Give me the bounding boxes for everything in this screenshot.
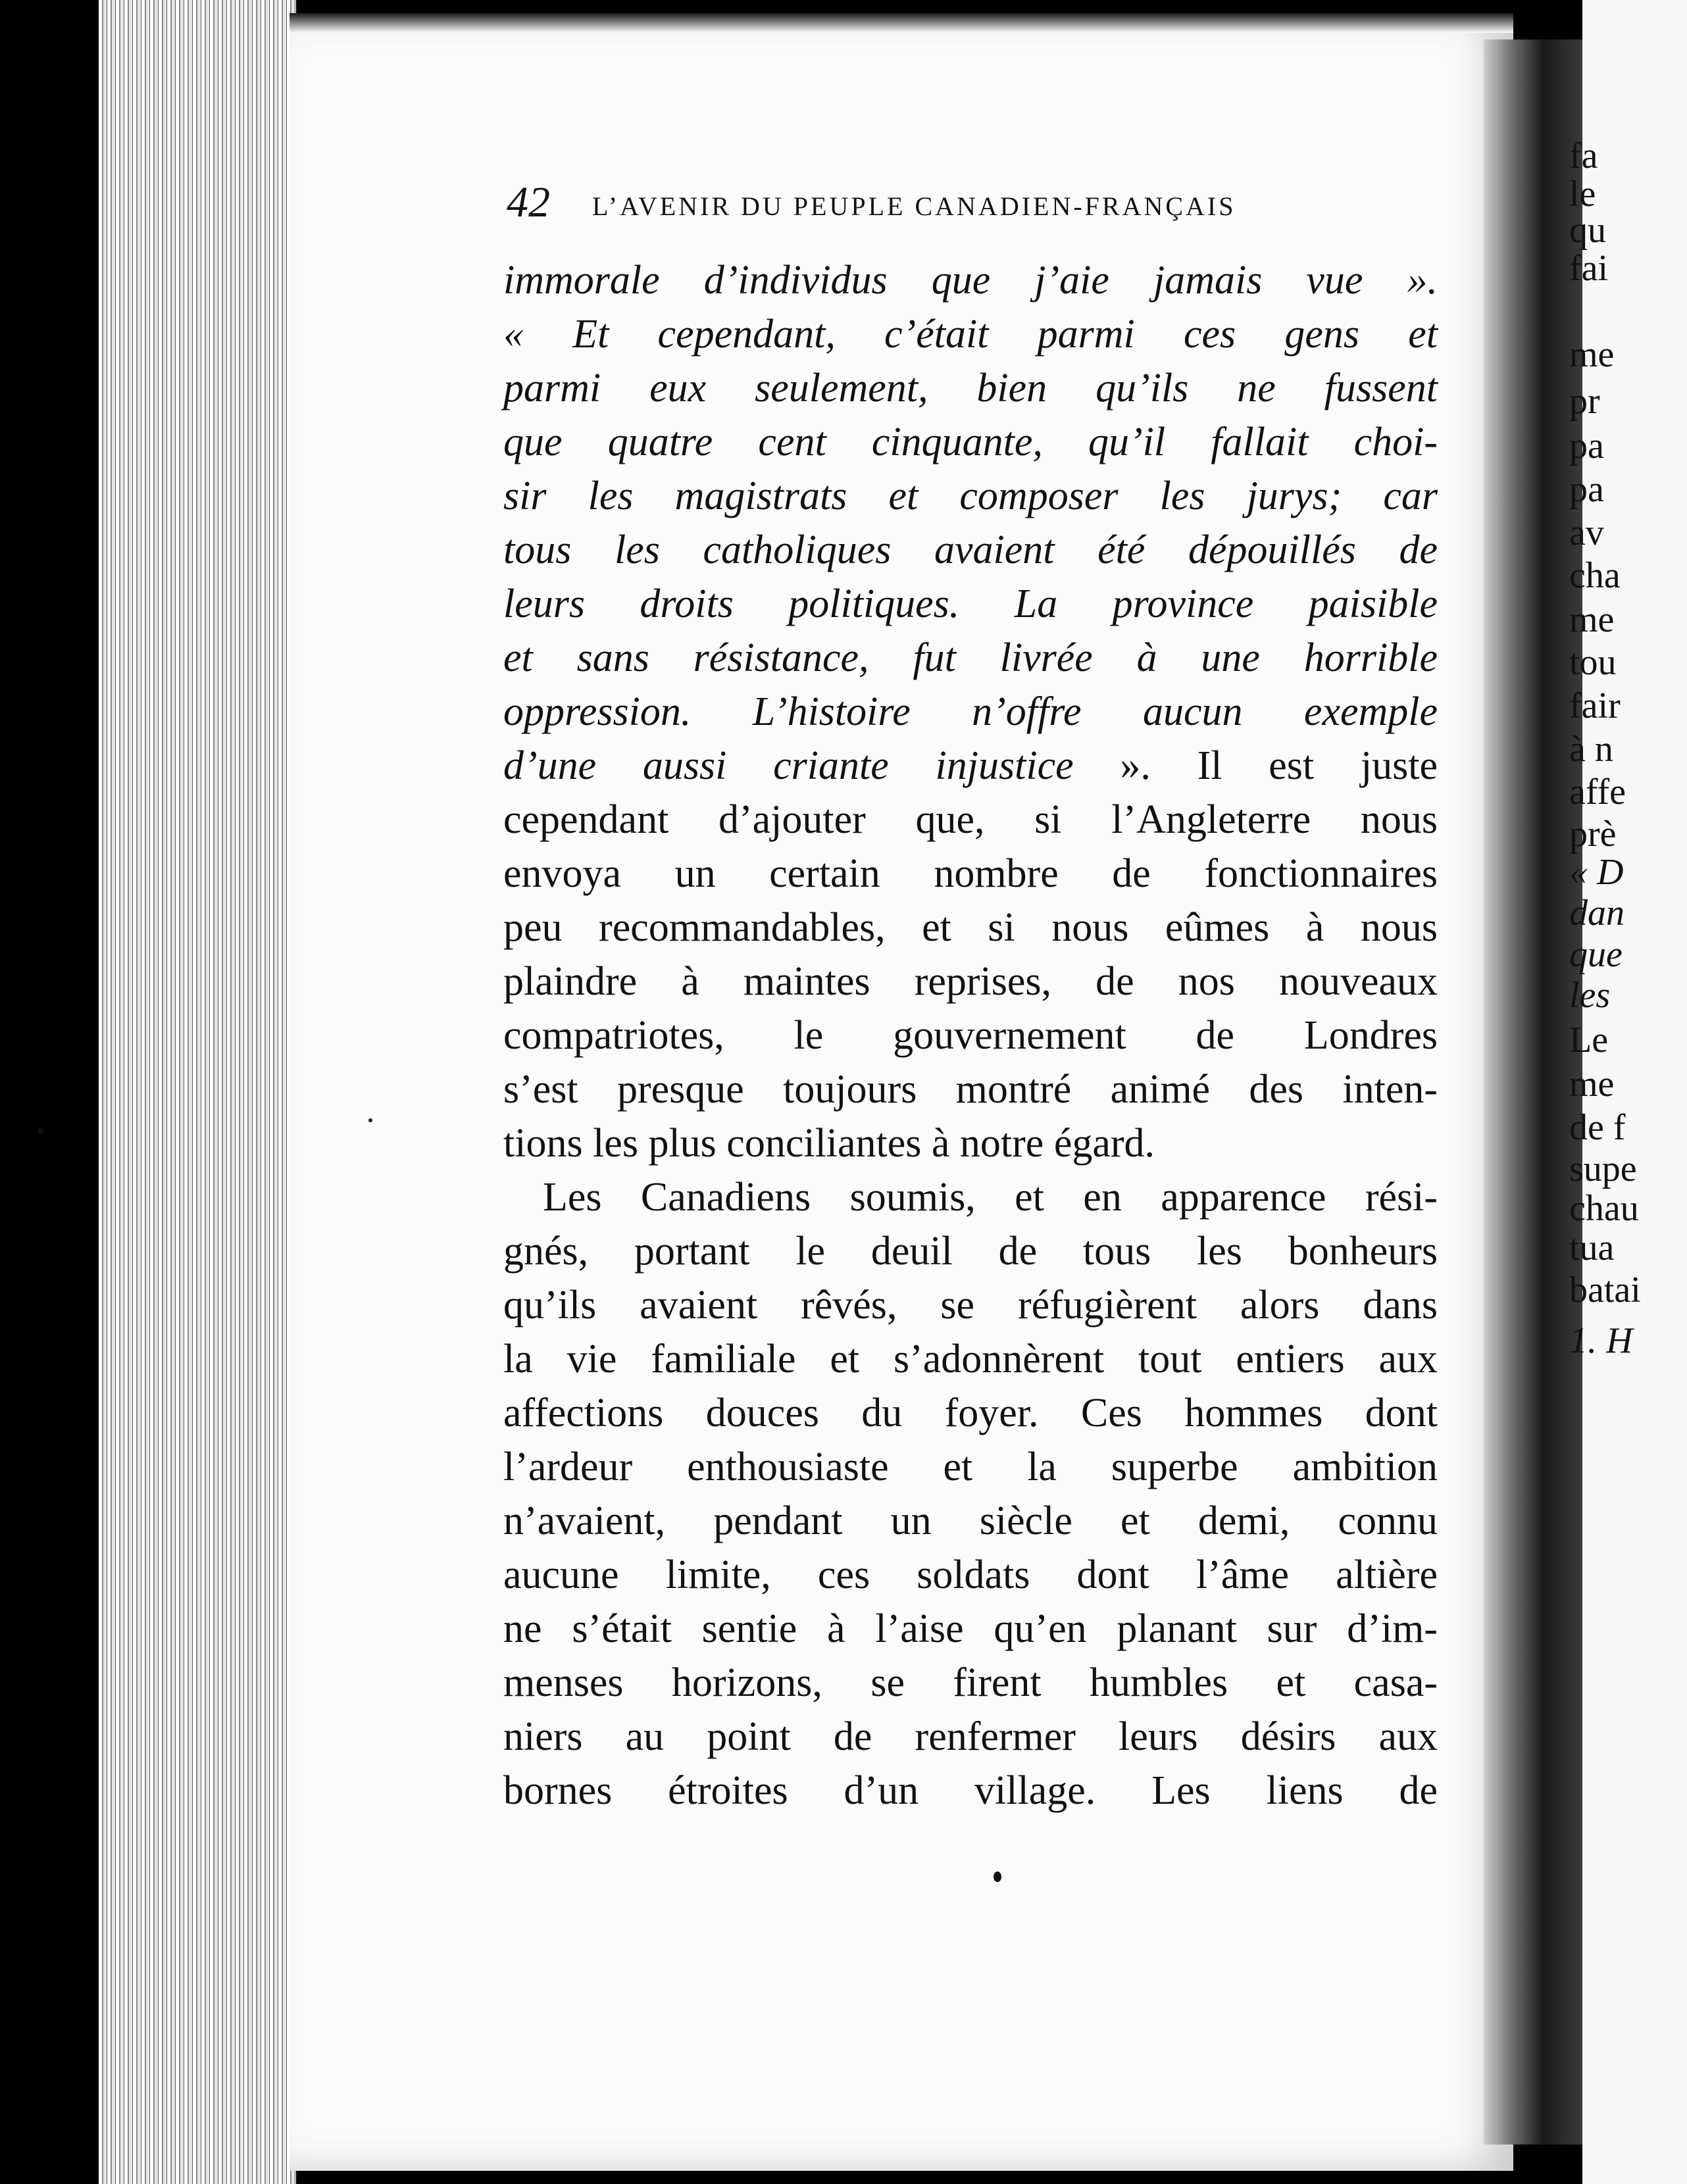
right-page-fragment: supe [1569, 1149, 1637, 1189]
right-page-fragment: fair [1569, 685, 1621, 726]
text-line: plaindre à maintes reprises, de nos nouveaux [503, 959, 1438, 1004]
running-title: L’AVENIR DU PEUPLE CANADIEN-FRANÇAIS [592, 191, 1236, 221]
text-line: tions les plus conciliantes à notre égard. [503, 1121, 1155, 1166]
text-line: peu recommandables, et si nous eûmes à nous [503, 905, 1438, 950]
text-line: ne s’était sentie à l’aise qu’en planant sur d’im- [503, 1606, 1438, 1651]
text-line: la vie familiale et s’adonnèrent tout entiers aux [503, 1337, 1438, 1381]
text-line: cependant d’ajouter que, si l’Angleterre nous [503, 797, 1438, 842]
text-line: compatriotes, le gouvernement de Londres [503, 1013, 1438, 1058]
right-page-fragment: prè [1569, 814, 1617, 855]
right-page-fragment: tou [1569, 642, 1617, 683]
right-page-fragment: me [1569, 599, 1615, 640]
text-line: menses horizons, se firent humbles et casa- [503, 1660, 1438, 1705]
right-page-fragment: de f [1569, 1107, 1626, 1148]
right-page-fragment: tua [1569, 1228, 1615, 1268]
page-number: 42 [507, 178, 550, 226]
text-line: affections douces du foyer. Ces hommes dont [503, 1391, 1438, 1435]
text-line: s’est presque toujours montré animé des inten- [503, 1067, 1438, 1112]
text-line: bornes étroites d’un village. Les liens de [503, 1768, 1438, 1813]
text-line: l’ardeur enthousiaste et la superbe ambition [503, 1445, 1438, 1489]
text-line: qu’ils avaient rêvés, se réfugièrent alors dans [503, 1283, 1438, 1328]
right-page-fragment: à n [1569, 729, 1613, 770]
text-line: niers au point de renfermer leurs désirs aux [503, 1714, 1438, 1759]
text-line: immorale d’individus que j’aie jamais vue ». [503, 258, 1438, 303]
right-page-fragment: me [1569, 334, 1615, 375]
right-page-fragment: pa [1569, 469, 1604, 510]
text-line: envoya un certain nombre de fonctionnaires [503, 851, 1438, 896]
right-page-fragment: dan [1569, 893, 1624, 933]
right-page-fragment: cha [1569, 555, 1621, 596]
text-line [503, 739, 1438, 793]
right-page-fragment: « D [1569, 852, 1624, 893]
text-line: que quatre cent cinquante, qu’il fallait choi- [503, 420, 1438, 464]
right-page-fragment: pa [1569, 426, 1604, 466]
text-line: parmi eux seulement, bien qu’ils ne fussent [503, 366, 1438, 410]
right-page-fragment: chau [1569, 1188, 1639, 1229]
right-page-fragment: me [1569, 1064, 1615, 1104]
right-page-fragment: affe [1569, 772, 1626, 812]
right-page-fragment: qu [1569, 210, 1606, 251]
right-page-fragment: les [1569, 975, 1611, 1016]
book-gutter [1484, 39, 1582, 2145]
text-line: aucune limite, ces soldats dont l’âme altière [503, 1552, 1438, 1597]
text-line: tous les catholiques avaient été dépouillés de [503, 528, 1438, 572]
text-line: et sans résistance, fut livrée à une horrible [503, 635, 1438, 680]
running-head [507, 178, 1428, 237]
ink-speck [368, 1118, 372, 1122]
right-page-fragment: fa [1569, 136, 1598, 176]
right-page-fragment: que [1569, 934, 1623, 975]
right-page-fragment: pr [1569, 381, 1600, 422]
text-line: leurs droits politiques. La province paisible [503, 582, 1438, 626]
text-line: Les Canadiens soumis, et en apparence rési- [543, 1175, 1438, 1220]
ink-speck [38, 1128, 43, 1133]
right-page-fragment: 1. H [1569, 1320, 1633, 1361]
text-segment-italic: d’une aussi criante injustice [503, 743, 1074, 788]
text-line: n’avaient, pendant un siècle et demi, connu [503, 1499, 1438, 1543]
right-page-fragment: Le [1569, 1020, 1609, 1060]
text-line: gnés, portant le deuil de tous les bonheurs [503, 1229, 1438, 1274]
page-edges [99, 0, 296, 2184]
right-page [1569, 0, 1687, 2184]
right-page-fragment: batai [1569, 1270, 1641, 1310]
body-text [503, 253, 1438, 1818]
page-top-shadow [290, 13, 1513, 33]
text-line: oppression. L’histoire n’offre aucun exemple [503, 689, 1438, 734]
right-page-fragment: fai [1569, 248, 1609, 289]
text-segment-roman: ». Il est juste [1073, 743, 1438, 788]
right-page-fragment: av [1569, 512, 1604, 553]
right-page-fragment: le [1569, 174, 1596, 214]
text-line: sir les magistrats et composer les jurys; car [503, 474, 1438, 518]
ink-speck [994, 1872, 1001, 1882]
text-line: « Et cependant, c’était parmi ces gens et [503, 312, 1438, 357]
